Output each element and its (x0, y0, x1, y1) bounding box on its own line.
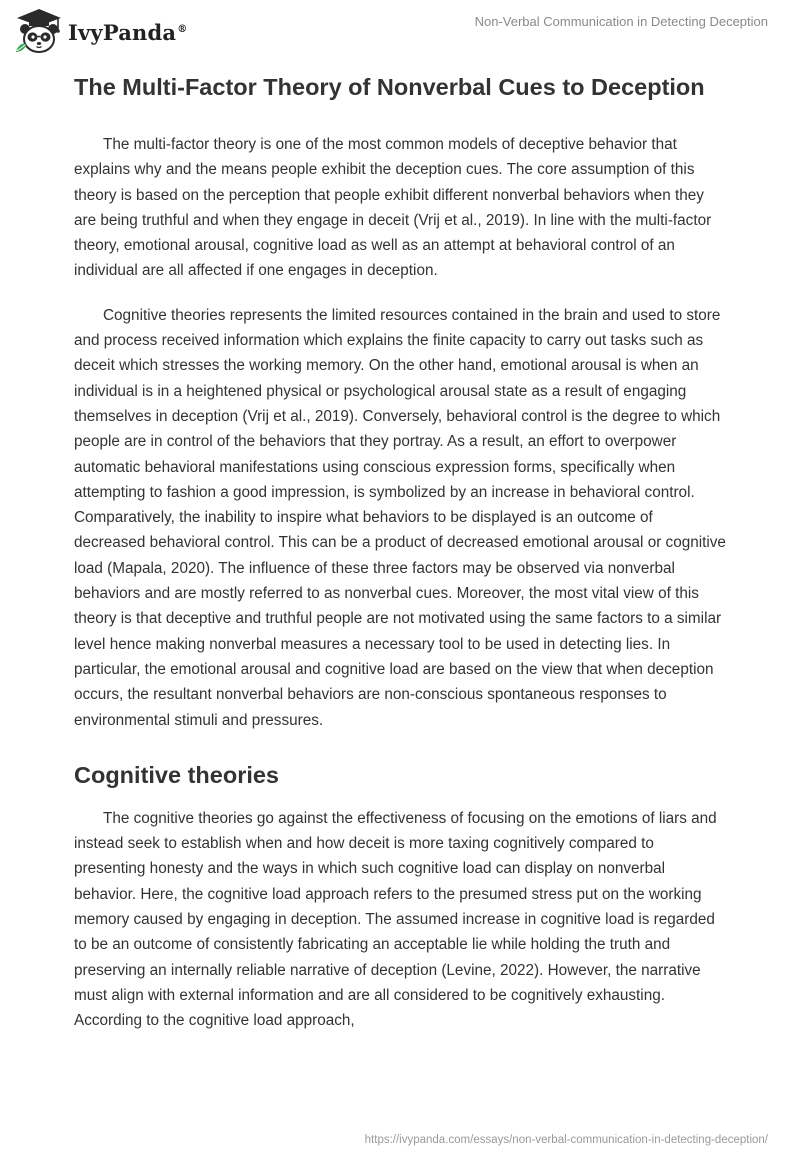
page-header (0, 0, 800, 70)
ivypanda-logo[interactable] (14, 8, 187, 56)
source-url[interactable]: https://ivypanda.com/essays/non-verbal-communication-in-detecting-deception/ (364, 1134, 768, 1146)
logo-text: IvyPanda® (68, 19, 188, 45)
document-title: Non-Verbal Communication in Detecting Deception (474, 14, 768, 29)
panda-graduate-icon (14, 8, 64, 56)
paragraph: Cognitive theories represents the limited resources contained in the brain and used to store and process received information which explains the finite capacity to carry out tasks such as deceit which stresses the working memory. On the other hand, emotional arousal is when an individual is in a heightened physical or psychological arousal state as a result of engaging themselves in deception (Vrij et al., 2019). Conversely, behavioral control is the degree to which people are in control of the behaviors that they portray. As a result, an effort to overpower automatic behavioral manifestations using conscious expression forms, specifically when attempting to fashion a good impression, is symbolized by an increase in behavioral control. Comparatively, the inability to inspire what behaviors to be displayed is an outcome of decreased behavioral control. This can be a product of decreased emotional arousal or cognitive load (Mapala, 2020). The influence of these three factors may be observed via nonverbal behaviors and are mostly referred to as nonverbal cues. Moreover, the most vital view of this theory is that deceptive and truthful people are not motivated using the same factors to a similar level hence making nonverbal measures a necessary tool to be used in detecting lies. In particular, the emotional arousal and cognitive load are based on the view that when deception occurs, the resultant nonverbal behaviors are non-conscious spontaneous responses to environmental stimuli and pressures. (74, 306, 726, 729)
section-heading: Cognitive theories (74, 761, 280, 788)
essay-content (74, 70, 728, 1053)
paragraph: The cognitive theories go against the effectiveness of focusing on the emotions of liars and instead seek to establish when and how deceit is more taxing cognitively compared to presenting honesty and the ways in which such cognitive load can display on nonverbal behavior. Here, the cognitive load approach refers to the presumed stress put on the working memory caused by engaging in deception. The assumed increase in cognitive load is regarded to be an outcome of consistently fabricating an acceptable lie while holding the truth and preserving an internally reliable narrative of deception (Levine, 2022). However, the narrative must align with external information and are all considered to be cognitively exhausting. According to the cognitive load approach, (74, 809, 717, 1030)
section-heading: The Multi-Factor Theory of Nonverbal Cues to Deception (74, 74, 705, 100)
paragraph: The multi-factor theory is one of the most common models of deceptive behavior that explains why and the means people exhibit the deception cues. The core assumption of this theory is based on the perception that people exhibit different nonverbal behaviors when they are being truthful and when they engage in deceit (Vrij et al., 2019). In line with the multi-factor theory, emotional arousal, cognitive load as well as an attempt at behavioral control of an individual are all affected if one engages in deception. (74, 136, 712, 280)
